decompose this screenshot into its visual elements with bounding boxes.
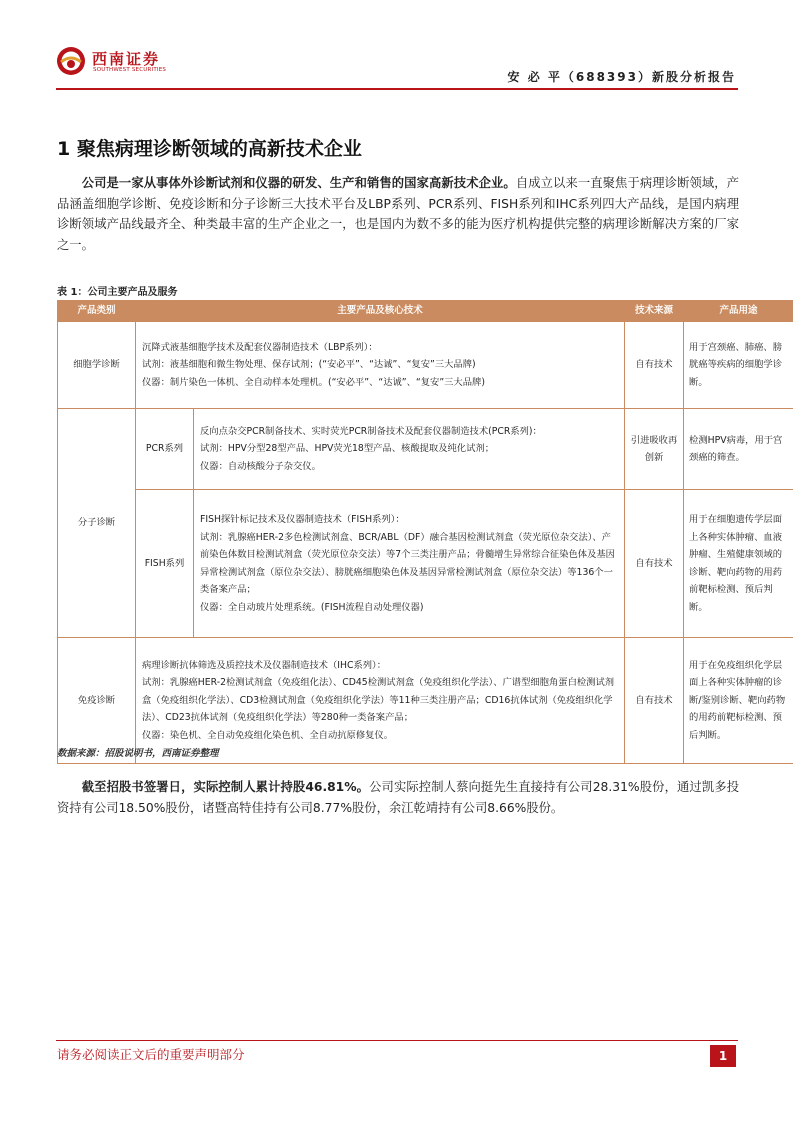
- tech-line: 试剂：HPV分型28型产品、HPV荧光18型产品、核酸提取及纯化试剂；: [200, 443, 494, 455]
- table-row: [58, 409, 793, 490]
- th-source: 技术来源: [625, 301, 684, 322]
- source-cell: 自有技术: [625, 322, 684, 409]
- company-logo: [56, 44, 176, 80]
- table-header-row: [58, 301, 793, 322]
- subcategory-cell: PCR系列: [136, 409, 194, 490]
- subcategory-cell: FISH系列: [136, 490, 194, 638]
- report-title: 安 必 平（688393）新股分析报告: [507, 70, 736, 84]
- category-cell: 细胞学诊断: [58, 322, 136, 409]
- tech-line: 试剂：乳腺癌HER-2检测试剂盒（免疫组化法）、CD45检测试剂盒（免疫组织化学法）、广谱型细胞角蛋白检测试剂盒（免疫组织化学法）、CD3检测试剂盒（免疫组织化学法）等11种三类注册产品；CD16抗体试剂（免疫组织化学法）、CD23抗体试剂（免疫组织化学法）等280种一类备案产品；: [142, 677, 615, 724]
- footer-disclaimer: 请务必阅读正文后的重要声明部分: [57, 1047, 245, 1062]
- tech-line: 仪器：自动核酸分子杂交仪。: [200, 460, 321, 472]
- holding-bold: 截至招股书签署日，实际控制人累计持股46.81%。: [81, 780, 370, 794]
- product-table-wrapper: [57, 300, 786, 764]
- th-category: 产品类别: [58, 301, 136, 322]
- product-table: [57, 300, 793, 764]
- tech-cell: [194, 409, 625, 490]
- logo-emblem-icon: [56, 46, 86, 76]
- tech-line: 试剂：液基细胞和微生物处理、保存试剂；(“安必平”、“达诚”、“复安”三大品牌): [142, 359, 476, 371]
- table-source-note: 数据来源：招股说明书，西南证券整理: [57, 748, 219, 759]
- usage-cell: 用于在免疫组织化学层面上各种实体肿瘤的诊断/鉴别诊断、靶向药物的用药前靶标检测、预后判断。: [684, 638, 793, 764]
- th-products: 主要产品及核心技术: [136, 301, 625, 322]
- tech-line: 仪器：制片染色一体机、全自动样本处理机。(“安必平”、“达诚”、“复安”三大品牌): [142, 376, 485, 388]
- intro-bold: 公司是一家从事体外诊断试剂和仪器的研发、生产和销售的国家高新技术企业。: [81, 176, 516, 190]
- tech-line: 仪器：全自动玻片处理系统。(FISH流程自动处理仪器): [200, 601, 424, 613]
- source-cell: 自有技术: [625, 638, 684, 764]
- usage-cell: 用于宫颈癌、肺癌、膀胱癌等疾病的细胞学诊断。: [684, 322, 793, 409]
- table-row: [58, 490, 793, 638]
- holding-paragraph: [57, 777, 739, 818]
- tech-line: 仪器：染色机、全自动免疫组化染色机、全自动抗原修复仪。: [142, 729, 394, 741]
- tech-line: 试剂：乳腺癌HER-2多色检测试剂盒、BCR/ABL（DF）融合基因检测试剂盒（荧光原位杂交法）、产前染色体数目检测试剂盒（荧光原位杂交法）等7个三类注册产品；骨髓增生异常综合征染色体及基因异常检测试剂盒（原位杂交法）、膀胱癌细胞染色体及基因异常检测试剂盒（原位杂交法）等136个一类备案产品；: [200, 531, 615, 595]
- brand-name: 西南证券: [92, 50, 161, 68]
- header-divider: [56, 88, 738, 90]
- brand-name-en: SOUTHWEST SECURITIES: [93, 67, 167, 73]
- intro-paragraph: [57, 173, 739, 255]
- table-caption: 表 1：公司主要产品及服务: [57, 287, 178, 298]
- tech-line: 病理诊断抗体筛选及质控技术及仪器制造技术（IHC系列）：: [142, 659, 386, 671]
- source-cell: 引进吸收再创新: [625, 409, 684, 490]
- th-usage: 产品用途: [684, 301, 793, 322]
- section-title: 1 聚焦病理诊断领域的高新技术企业: [57, 138, 362, 160]
- usage-cell: 用于在细胞遗传学层面上各种实体肿瘤、血液肿瘤、生殖健康领域的诊断、靶向药物的用药前靶标检测、预后判断。: [684, 490, 793, 638]
- page-number: 1: [710, 1045, 736, 1067]
- tech-cell: [194, 490, 625, 638]
- table-row: [58, 322, 793, 409]
- category-cell: 分子诊断: [58, 409, 136, 638]
- usage-cell: 检测HPV病毒，用于宫颈癌的筛查。: [684, 409, 793, 490]
- tech-cell: [136, 322, 625, 409]
- intro-text: 自成立以来一直聚焦于病理诊断领域，产品涵盖细胞学诊断、免疫诊断和分子诊断三大技术平台及LBP系列、PCR系列、FISH系列和IHC系列四大产品线，是国内病理诊断领域产品线最齐全、种类最丰富的生产企业之一，也是国内为数不多的能为医疗机构提供完整的病理诊断解决方案的厂家之一。: [57, 176, 739, 252]
- category-cell: 免疫诊断: [58, 638, 136, 764]
- footer-divider: [56, 1040, 738, 1041]
- tech-line: 反向点杂交PCR制备技术、实时荧光PCR制备技术及配套仪器制造技术(PCR系列)：: [200, 425, 542, 437]
- tech-line: 沉降式液基细胞学技术及配套仪器制造技术（LBP系列）：: [142, 341, 378, 353]
- holding-text: 公司实际控制人蔡向挺先生直接持有公司28.31%股份，通过凯多投资持有公司18.50%股份，诸暨高特佳持有公司8.77%股份，余江乾靖持有公司8.66%股份。: [57, 780, 740, 815]
- tech-line: FISH探针标记技术及仪器制造技术（FISH系列）：: [200, 514, 405, 525]
- source-cell: 自有技术: [625, 490, 684, 638]
